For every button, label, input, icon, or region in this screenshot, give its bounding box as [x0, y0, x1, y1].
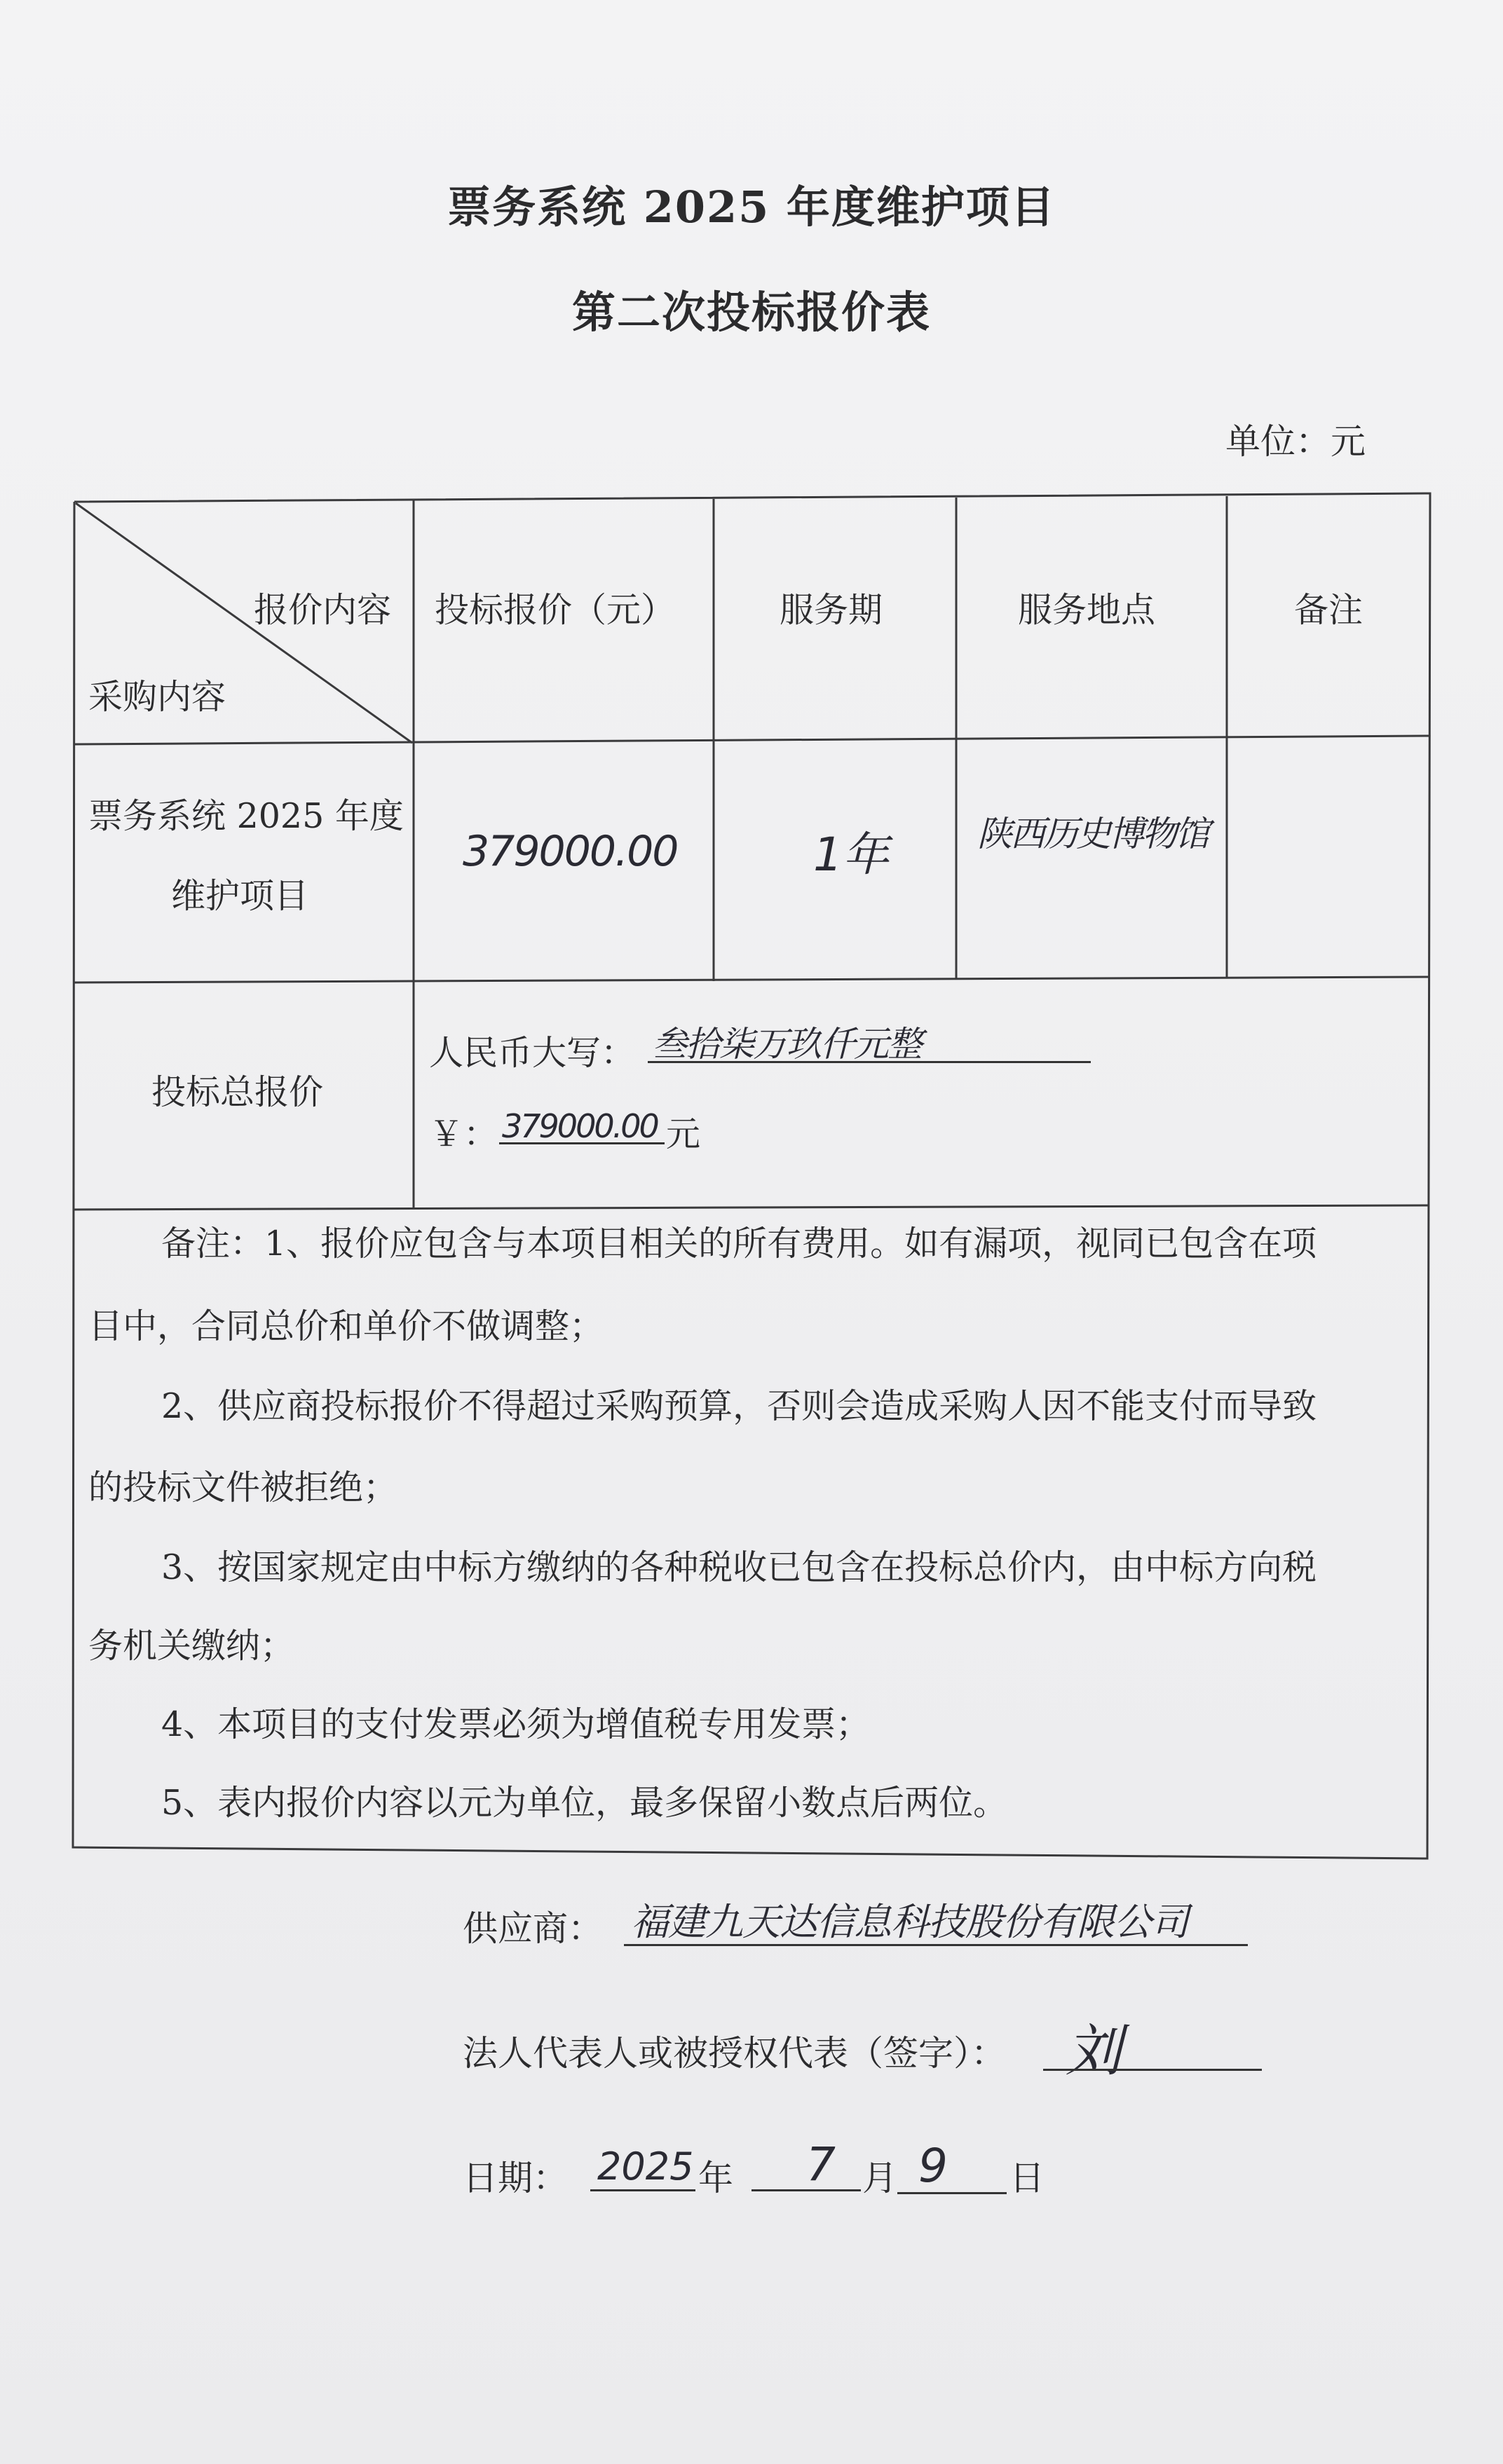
supplier-handwritten: 福建九天达信息科技股份有限公司 [631, 1900, 1188, 1944]
date-label: 日期： [463, 2158, 568, 2198]
total-yen-handwritten: 379000.00 [502, 1107, 658, 1145]
supplier-underline [624, 1944, 1248, 1946]
signature-underline [1043, 2069, 1262, 2071]
diag-header-top: 报价内容 [254, 590, 392, 630]
col-header-location: 服务地点 [1018, 590, 1156, 630]
date-day-underline [897, 2192, 1007, 2194]
item-period-handwritten: 1年 [813, 828, 889, 882]
date-day-handwritten: 9 [918, 2139, 948, 2193]
total-rmb-label: 人民币大写： [429, 1033, 636, 1073]
col-header-period: 服务期 [780, 590, 883, 630]
total-yen-label: ￥： [429, 1114, 498, 1154]
col-header-remark: 备注 [1294, 590, 1363, 630]
note-3-line2: 务机关缴纳； [88, 1626, 295, 1666]
item-price-handwritten: 379000.00 [463, 827, 678, 876]
item-location-handwritten: 陕西历史博物馆 [977, 814, 1208, 854]
total-price-label: 投标总报价 [151, 1072, 324, 1112]
note-2-line2: 的投标文件被拒绝； [88, 1467, 398, 1507]
date-year-underline [590, 2189, 695, 2191]
supplier-label: 供应商： [463, 1908, 603, 1949]
signature-handwritten: 刘 [1066, 2018, 1122, 2083]
date-month-unit: 月 [862, 2158, 897, 2198]
notes-block [88, 1217, 1420, 1847]
date-year-handwritten: 2025 [597, 2144, 694, 2189]
total-yen-underline [499, 1142, 665, 1144]
diag-header-bottom: 采购内容 [88, 677, 226, 717]
note-5: 5、表内报价内容以元为单位，最多保留小数点后两位。 [161, 1783, 1008, 1823]
total-rmb-underline [648, 1061, 1091, 1063]
total-yen-unit: 元 [666, 1114, 701, 1154]
col-header-price: 投标报价（元） [435, 590, 676, 630]
document-title: 票务系统 2025 年度维护项目 [447, 182, 1056, 233]
item-name-line2: 维护项目 [171, 876, 309, 916]
unit-label: 单位：元 [1225, 421, 1366, 462]
date-year-unit: 年 [698, 2158, 733, 2198]
date-day-unit: 日 [1009, 2158, 1045, 2198]
item-name-line1: 票务系统 2025 年度 [88, 796, 404, 836]
note-3-line1: 3、按国家规定由中标方缴纳的各种税收已包含在投标总价内，由中标方向税 [161, 1547, 1317, 1587]
total-rmb-handwritten: 叁拾柒万玖仟元整 [652, 1024, 921, 1065]
note-2-line1: 2、供应商投标报价不得超过采购预算，否则会造成采购人因不能支付而导致 [161, 1386, 1317, 1426]
note-1-line1: 备注：1、报价应包含与本项目相关的所有费用。如有漏项，视同已包含在项 [161, 1224, 1317, 1264]
document-subtitle: 第二次投标报价表 [571, 287, 931, 338]
date-month-underline [752, 2189, 861, 2191]
note-1-line2: 目中，合同总价和单价不做调整； [88, 1306, 604, 1346]
note-4: 4、本项目的支付发票必须为增值税专用发票； [161, 1704, 871, 1744]
signer-label: 法人代表人或被授权代表（签字）： [463, 2033, 1006, 2074]
date-month-handwritten: 7 [806, 2137, 836, 2191]
